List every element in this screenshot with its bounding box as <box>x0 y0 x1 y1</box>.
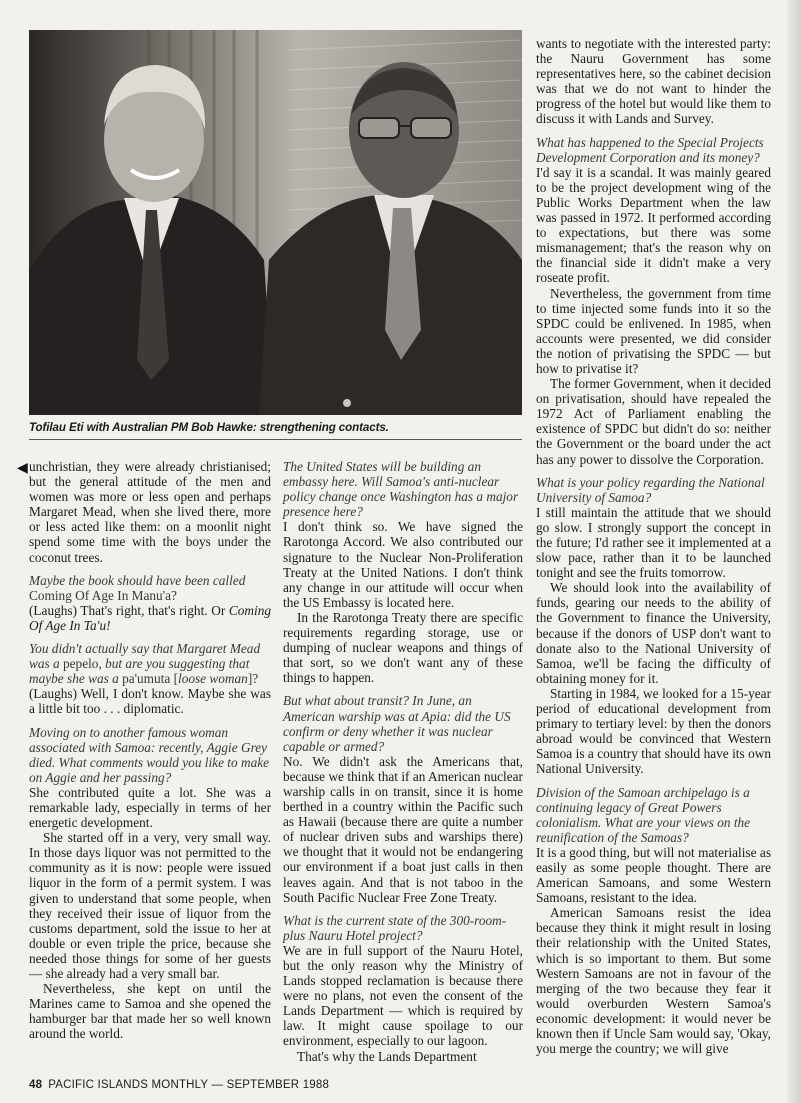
paragraph: I still maintain the attitude that we should go slow. I strongly support the concept in the future; I'd rather see it implemented at a slow pace, rather than it to be launched tonight and see the fruits tomorrow. <box>536 504 771 581</box>
question: What has happened to the Special Projects Development Corporation and its money? <box>536 134 764 165</box>
question <box>29 573 271 603</box>
paragraph: Nevertheless, she kept on until the Marines came to Samoa and she opened the hamburger bar that made her so well known around the world. <box>29 981 271 1042</box>
question: Division of the Samoan archipelago is a continuing legacy of Great Powers colonialism. What are your views on the reunification of the Samoas? <box>536 784 751 845</box>
question: What is your policy regarding the National University of Samoa? <box>536 474 765 505</box>
question: What is the current state of the 300-room-plus Nauru Hotel project? <box>283 912 507 943</box>
question-roman: pepelo, <box>63 656 102 672</box>
question: The United States will be building an embassy here. Will Samoa's anti-nuclear policy change once Washington has a major presence here? <box>283 459 519 520</box>
paragraph: Nevertheless, the government from time to time injected some funds into it so the SPDC could be enlivened. In 1985, when accounts were presented, we did consider the notion of privatising the SPDC — but how to privatise it? <box>536 285 771 376</box>
photo <box>29 30 522 415</box>
answer-italic: Coming Of Age In Ta'u! <box>29 602 271 633</box>
paragraph <box>29 603 271 633</box>
page-footer <box>29 1079 329 1091</box>
paragraph: unchristian, they were already christianised; but the general attitude of the men and women was more or less open and perhaps Margaret Mead, when she lived there, more or less acted like them: on a moonlit night spend some time with the boys under the coconut trees. <box>29 459 271 565</box>
page-number: 48 <box>29 1079 43 1091</box>
question-text: You didn't actually say that Margaret Mead was a <box>29 641 261 672</box>
paragraph: She started off in a very, very small way. In those days liquor was not permitted to the community as it is now: people were issued liquor in the form of a permit system. I was given to understand that some people, when they received their issue of liquor from the customs department, sold the issue to her at double or even triple the price, because she needed those things for some of her guests — she already had a very small bar. <box>29 830 271 981</box>
paragraph: American Samoans resist the idea because they think it might result in losing their relationship with the United States, which is so important to them. But some Western Samoans are not in favour of the merging of the two because they fear it would overburden Western Samoa's economic development: it would never be known then if Uncle Sam would say, 'Okay, you merge the country; we will give <box>536 905 771 1057</box>
paragraph: The former Government, when it decided on privatisation, should have repealed the 1972 Act of Parliament enabling the existence of SPDC but didn't do so: neither the Government or the board under the act has any power to dissolve the Corporation. <box>536 376 771 467</box>
paragraph: No. We didn't ask the Americans that, because we think that if an American nuclear warship calls in on transit, since it is home berthed in a country within the Pacific such as Hawaii (because there are quite a number of nuclear driven subs and warships there) we thought that it would not be endangering our environment if a boat just calls in then leaves again. And that is not taboo in the South Pacific Nuclear Free Zone Treaty. <box>283 753 523 905</box>
question-text: loose woman <box>178 671 248 687</box>
question: Moving on to another famous woman associated with Samoa: recently, Aggie Grey died. What comments would you like to make on Aggie and her passing? <box>29 724 270 785</box>
question <box>29 641 271 686</box>
column-2 <box>283 459 523 1064</box>
paragraph: wants to negotiate with the interested party: the Nauru Government has some representatives here, so the cabinet decision was that we do not want to hinder the progress of the hotel but would like them to discuss it with Lands and Survey. <box>536 36 771 127</box>
caption-divider <box>29 439 522 440</box>
page-edge <box>787 0 801 1103</box>
paragraph: It is a good thing, but will not materialise as easily as some people thought. There are American Samoans, and some Western Samoans, resistant to the idea. <box>536 844 771 906</box>
column-1 <box>29 459 271 1041</box>
question-roman: pa'umuta [ <box>122 671 179 687</box>
question-text: Maybe the book should have been called <box>29 572 246 588</box>
paragraph: (Laughs) Well, I don't know. Maybe she was a little bit too . . . diplomatic. <box>29 686 271 717</box>
photo-caption: Tofilau Eti with Australian PM Bob Hawke: strengthening contacts. <box>29 421 389 434</box>
paragraph: She contributed quite a lot. She was a remarkable lady, especially in terms of her energetic development. <box>29 784 271 831</box>
paragraph: We should look into the availability of funds, gearing our needs to the ability of the Government to finance the University, because if the donors of USP don't want to donate also to the National University of Samoa, we'll be facing the difficulty of obtaining money for it. <box>536 580 771 686</box>
column-3 <box>536 36 771 1056</box>
publication-line: PACIFIC ISLANDS MONTHLY — SEPTEMBER 1988 <box>48 1079 330 1091</box>
question-text: but are you suggesting that maybe she was a <box>29 656 250 687</box>
paragraph: We are in full support of the Nauru Hotel, but the only reason why the Ministry of Lands stopped reclamation is because there were no plans, not even the consent of the Lands Department — which is required by law. It might cause spoilage to our environment, especially to our lagoon. <box>283 942 523 1049</box>
paragraph: I don't think so. We have signed the Rarotonga Accord. We also contributed our signature to the Nuclear Non-Proliferation Treaty at the United Nations. I don't think any change in our attitude will occur when the US Embassy is located here. <box>283 519 523 610</box>
question-roman: ]? <box>247 671 259 687</box>
paragraph: Starting in 1984, we looked for a 15-year period of educational development from primary to tertiary level: by then the donors abroad would be convinced that Western Samoa is a country that should have its own National University. <box>536 685 771 777</box>
paragraph: I'd say it is a scandal. It was mainly geared to be the project development wing of the Public Works Department when the law was passed in 1972. It performed according to expectations, but there was some mismanagement; that's the reason why on the financial side it didn't make a very roseate profit. <box>536 164 771 286</box>
paragraph: In the Rarotonga Treaty there are specific requirements regarding storage, use or dumping of nuclear weapons and things of that sort, so we don't want any of these things to happen. <box>283 609 523 686</box>
question: But what about transit? In June, an American warship was at Apia: did the US confirm or deny whether it was nuclear capable or armed? <box>283 693 511 754</box>
answer-text: (Laughs) That's right, that's right. Or <box>29 602 229 618</box>
question-text-roman: Coming Of Age In Manu'a? <box>29 587 177 603</box>
continued-arrow-icon: ◀ <box>17 461 28 476</box>
paragraph: That's why the Lands Department <box>297 1048 477 1064</box>
photo-illustration <box>29 30 522 415</box>
